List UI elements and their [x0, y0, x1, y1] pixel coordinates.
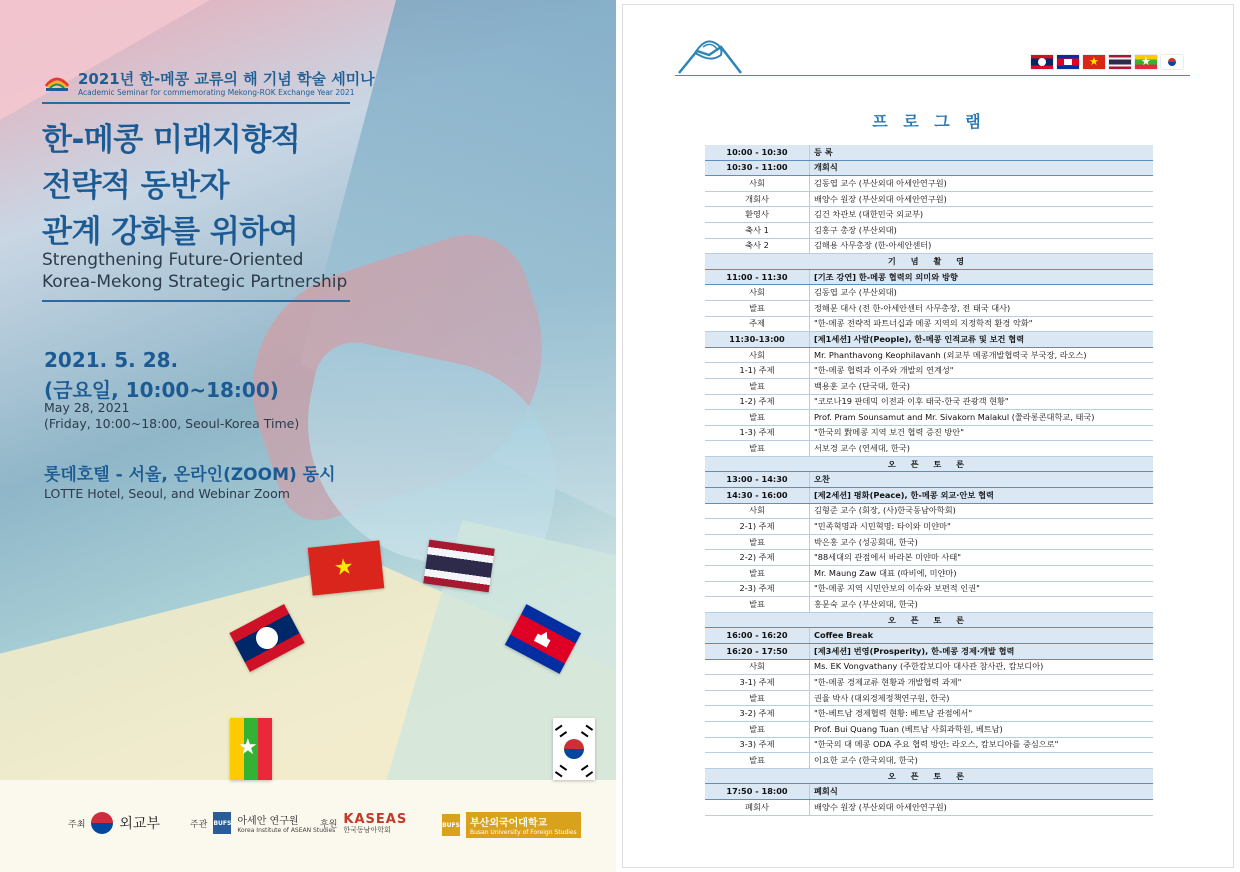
schedule-content: Prof. Bui Quang Tuan (베트남 사회과학원, 베트남)	[810, 721, 1154, 737]
thailand-flag	[423, 540, 494, 593]
schedule-content: 김건 차관보 (대한민국 외교부)	[810, 207, 1154, 223]
organizer-subname: Korea Institute of ASEAN Studies	[237, 827, 336, 834]
event-venue: 롯데호텔 - 서울, 온라인(ZOOM) 동시	[44, 465, 336, 485]
schedule-session-row	[705, 145, 1153, 160]
schedule-detail-row	[705, 753, 1153, 769]
schedule-time: 발표	[705, 378, 810, 394]
schedule-detail-row	[705, 363, 1153, 379]
schedule-time: 발표	[705, 441, 810, 457]
program-page	[622, 4, 1234, 868]
seminar-subtitle: Academic Seminar for commemorating Mekong-ROK Exchange Year 2021	[78, 88, 355, 97]
schedule-detail-row	[705, 191, 1153, 207]
schedule-content: 이요한 교수 (한국외대, 한국)	[810, 753, 1154, 769]
schedule-content: 백용훈 교수 (단국대, 한국)	[810, 378, 1154, 394]
myanmar-flag: ★	[230, 718, 272, 780]
schedule-time: 발표	[705, 566, 810, 582]
schedule-content: 김형준 교수 (회장, (사)한국동남아학회)	[810, 503, 1154, 519]
schedule-time: 10:30 - 11:00	[705, 160, 810, 176]
schedule-time: 3-1) 주제	[705, 675, 810, 691]
vietnam-flag: ★	[1083, 55, 1105, 69]
schedule-content: 박은홍 교수 (성공회대, 한국)	[810, 534, 1154, 550]
schedule-session-row	[705, 784, 1153, 800]
schedule-content: [기조 강연] 한-메콩 협력의 의미와 방향	[810, 269, 1154, 285]
schedule-content: "한-메콩 지역 시민안보의 이슈와 보편적 인권"	[810, 581, 1154, 597]
schedule-time: 사회	[705, 285, 810, 301]
schedule-content: [제2세션] 평화(Peace), 한-메콩 외교·안보 협력	[810, 488, 1154, 504]
organizer-role: 주최	[68, 819, 86, 830]
schedule-time: 14:30 - 16:00	[705, 488, 810, 504]
schedule-content: Mr. Phanthavong Keophilavanh (외교부 메콩개발협력국 부국장, 라오스)	[810, 347, 1154, 363]
bufs-logo-icon: BUFS	[213, 812, 231, 834]
handshake-icon	[675, 33, 745, 77]
schedule-content: Coffee Break	[810, 628, 1154, 644]
event-date: 2021. 5. 28.	[44, 348, 179, 372]
schedule-content: 김동엽 교수 (부산외대)	[810, 285, 1154, 301]
schedule-detail-row	[705, 706, 1153, 722]
organizer-host	[68, 812, 160, 834]
schedule-detail-row	[705, 534, 1153, 550]
event-venue-en: LOTTE Hotel, Seoul, and Webinar Zoom	[44, 486, 290, 501]
schedule-time: 축사 1	[705, 222, 810, 238]
schedule-time: 발표	[705, 753, 810, 769]
schedule-time: 사회	[705, 176, 810, 192]
main-title-line: 전략적 동반자	[42, 168, 229, 204]
organizer-name: 외교부	[119, 816, 160, 832]
cambodia-flag	[1057, 55, 1079, 69]
schedule-time: 2-1) 주제	[705, 519, 810, 535]
schedule-time: 축사 2	[705, 238, 810, 254]
schedule-content: Ms. EK Vongvathany (주한캄보디아 대사관 참사관, 캄보디아)	[810, 659, 1154, 675]
schedule-session-row	[705, 644, 1153, 660]
schedule-content: 정해문 대사 (전 한-아세안센터 사무총장, 전 태국 대사)	[810, 300, 1154, 316]
organizer-role: 주관	[190, 819, 208, 830]
schedule-time: 환영사	[705, 207, 810, 223]
schedule-time: 개회사	[705, 191, 810, 207]
schedule-break-row	[705, 612, 1153, 628]
schedule-time: 1-3) 주제	[705, 425, 810, 441]
schedule-time: 주제	[705, 316, 810, 332]
header-flags	[1031, 55, 1183, 69]
english-title-line: Korea-Mekong Strategic Partnership	[42, 272, 348, 292]
laos-flag	[1031, 55, 1053, 69]
schedule-time: 11:30-13:00	[705, 332, 810, 348]
header-divider	[675, 75, 1190, 76]
organizer-university	[442, 812, 581, 838]
schedule-session-row	[705, 269, 1153, 285]
schedule-content: 배양수 원장 (부산외대 아세안연구원)	[810, 191, 1154, 207]
schedule-detail-row	[705, 519, 1153, 535]
schedule-content: 오찬	[810, 472, 1154, 488]
event-time: (금요일, 10:00~18:00)	[44, 378, 279, 402]
schedule-detail-row	[705, 550, 1153, 566]
schedule-detail-row	[705, 222, 1153, 238]
thailand-flag	[1109, 55, 1131, 69]
schedule-content: [제1세션] 사람(People), 한-메콩 인적교류 및 보건 협력	[810, 332, 1154, 348]
schedule-time: 발표	[705, 690, 810, 706]
schedule-time: 발표	[705, 410, 810, 426]
schedule-content: 개회식	[810, 160, 1154, 176]
schedule-time: 2-3) 주제	[705, 581, 810, 597]
organizer-text	[466, 812, 581, 838]
organizer-subname: 한국동남아학회	[343, 826, 391, 834]
schedule-detail-row	[705, 721, 1153, 737]
schedule-time: 발표	[705, 300, 810, 316]
schedule-time: 2-2) 주제	[705, 550, 810, 566]
organizer-text	[343, 812, 407, 834]
schedule-session-row	[705, 628, 1153, 644]
schedule-detail-row	[705, 207, 1153, 223]
organizer-sponsor	[320, 812, 407, 834]
schedule-time: 사회	[705, 503, 810, 519]
schedule-detail-row	[705, 410, 1153, 426]
schedule-time: 사회	[705, 659, 810, 675]
schedule-content: "88세대의 관점에서 바라본 미얀마 사태"	[810, 550, 1154, 566]
organizer-manager	[190, 812, 338, 834]
schedule-time: 3-2) 주제	[705, 706, 810, 722]
schedule-time: 13:00 - 14:30	[705, 472, 810, 488]
schedule-content: 권율 박사 (대외경제정책연구원, 한국)	[810, 690, 1154, 706]
myanmar-flag: ★	[1135, 55, 1157, 69]
schedule-content: 배양수 원장 (부산외대 아세안연구원)	[810, 799, 1154, 815]
seminar-logo-icon	[44, 72, 70, 92]
event-time-en: (Friday, 10:00~18:00, Seoul-Korea Time)	[44, 416, 300, 431]
schedule-detail-row	[705, 597, 1153, 613]
schedule-content: "한-메콩 협력과 이주와 개발의 연계성"	[810, 363, 1154, 379]
schedule-detail-row	[705, 503, 1153, 519]
schedule-content: "민족혁명과 시민혁명: 타이와 미얀마"	[810, 519, 1154, 535]
schedule-detail-row	[705, 316, 1153, 332]
schedule-content: 김홍구 총장 (부산외대)	[810, 222, 1154, 238]
schedule-time: 16:00 - 16:20	[705, 628, 810, 644]
schedule-break-row	[705, 768, 1153, 784]
seminar-poster	[0, 0, 616, 872]
schedule-time: 폐회사	[705, 799, 810, 815]
schedule-detail-row	[705, 566, 1153, 582]
schedule-time: 11:00 - 11:30	[705, 269, 810, 285]
schedule-detail-row	[705, 285, 1153, 301]
schedule-detail-row	[705, 690, 1153, 706]
schedule-content: 등 록	[810, 145, 1154, 160]
event-date-en: May 28, 2021	[44, 400, 130, 415]
schedule-time: 16:20 - 17:50	[705, 644, 810, 660]
schedule-session-row	[705, 488, 1153, 504]
schedule-time: 1-2) 주제	[705, 394, 810, 410]
schedule-detail-row	[705, 425, 1153, 441]
schedule-content: "코로나19 판데믹 이전과 이후 태국-한국 관광객 현황"	[810, 394, 1154, 410]
schedule-content: [제3세션] 번영(Prosperity), 한-메콩 경제·개발 협력	[810, 644, 1154, 660]
schedule-detail-row	[705, 799, 1153, 815]
korea-flag	[553, 718, 595, 780]
schedule-detail-row	[705, 238, 1153, 254]
schedule-content: 김동엽 교수 (부산외대 아세안연구원)	[810, 176, 1154, 192]
schedule-content: "한-메콩 전략적 파트너십과 메콩 지역의 지정학적 환경 악화"	[810, 316, 1154, 332]
schedule-time: 3-3) 주제	[705, 737, 810, 753]
schedule-time: 17:50 - 18:00	[705, 784, 810, 800]
schedule-content: Prof. Pram Sounsamut and Mr. Sivakorn Malakul (쭐라롱콘대학교, 태국)	[810, 410, 1154, 426]
korea-flag	[1161, 55, 1183, 69]
schedule-detail-row	[705, 300, 1153, 316]
break-label: 기 념 촬 영	[705, 254, 1153, 270]
seminar-title: 2021년 한-메콩 교류의 해 기념 학술 세미나	[78, 70, 375, 88]
schedule-detail-row	[705, 347, 1153, 363]
schedule-session-row	[705, 472, 1153, 488]
schedule-content: 김해용 사무총장 (한-아세안센터)	[810, 238, 1154, 254]
kaseas-logo: KASEAS	[343, 812, 408, 827]
schedule-time: 발표	[705, 534, 810, 550]
schedule-content: 서보경 교수 (연세대, 한국)	[810, 441, 1154, 457]
organizer-name: 아세안 연구원	[237, 816, 299, 827]
schedule-content: 홍문숙 교수 (부산외대, 한국)	[810, 597, 1154, 613]
schedule-time: 1-1) 주제	[705, 363, 810, 379]
schedule-time: 10:00 - 10:30	[705, 145, 810, 160]
schedule-time: 발표	[705, 721, 810, 737]
schedule-detail-row	[705, 394, 1153, 410]
schedule-detail-row	[705, 737, 1153, 753]
break-label: 오 픈 토 론	[705, 768, 1153, 784]
bufs-logo-icon: BUFS	[442, 814, 460, 836]
schedule-time: 사회	[705, 347, 810, 363]
schedule-detail-row	[705, 581, 1153, 597]
vietnam-flag: ★	[308, 540, 385, 595]
schedule-detail-row	[705, 378, 1153, 394]
schedule-session-row	[705, 160, 1153, 176]
break-label: 오 픈 토 론	[705, 612, 1153, 628]
break-label: 오 픈 토 론	[705, 456, 1153, 472]
schedule-session-row	[705, 332, 1153, 348]
program-title: 프 로 그 램	[872, 112, 986, 131]
english-title-line: Strengthening Future-Oriented	[42, 250, 304, 270]
schedule-time: 발표	[705, 597, 810, 613]
organizer-name: 부산외국어대학교	[470, 818, 548, 829]
schedule-content: "한국의 대 메콩 ODA 주요 협력 방안: 라오스, 캄보디아를 중심으로"	[810, 737, 1154, 753]
schedule-table	[705, 145, 1153, 816]
schedule-detail-row	[705, 659, 1153, 675]
main-title-line: 관계 강화를 위하여	[42, 214, 299, 250]
schedule-content: "한-메콩 경제교류 현황과 개발협력 과제"	[810, 675, 1154, 691]
organizer-role: 후원	[320, 819, 338, 830]
schedule-detail-row	[705, 675, 1153, 691]
schedule-detail-row	[705, 441, 1153, 457]
schedule-break-row	[705, 456, 1153, 472]
schedule-break-row	[705, 254, 1153, 270]
organizer-subname: Busan University of Foreign Studies	[470, 829, 577, 836]
divider	[42, 300, 350, 302]
schedule-content: Mr. Maung Zaw 대표 (따비에, 미얀마)	[810, 566, 1154, 582]
main-title-line: 한-메콩 미래지향적	[42, 122, 301, 158]
divider	[42, 102, 350, 104]
schedule-detail-row	[705, 176, 1153, 192]
schedule-content: 폐회식	[810, 784, 1154, 800]
schedule-content: "한-베트남 경제협력 현황: 베트남 관점에서"	[810, 706, 1154, 722]
schedule-content: "한국의 對메콩 지역 보건 협력 증진 방안"	[810, 425, 1154, 441]
mofa-logo-icon	[91, 812, 113, 834]
